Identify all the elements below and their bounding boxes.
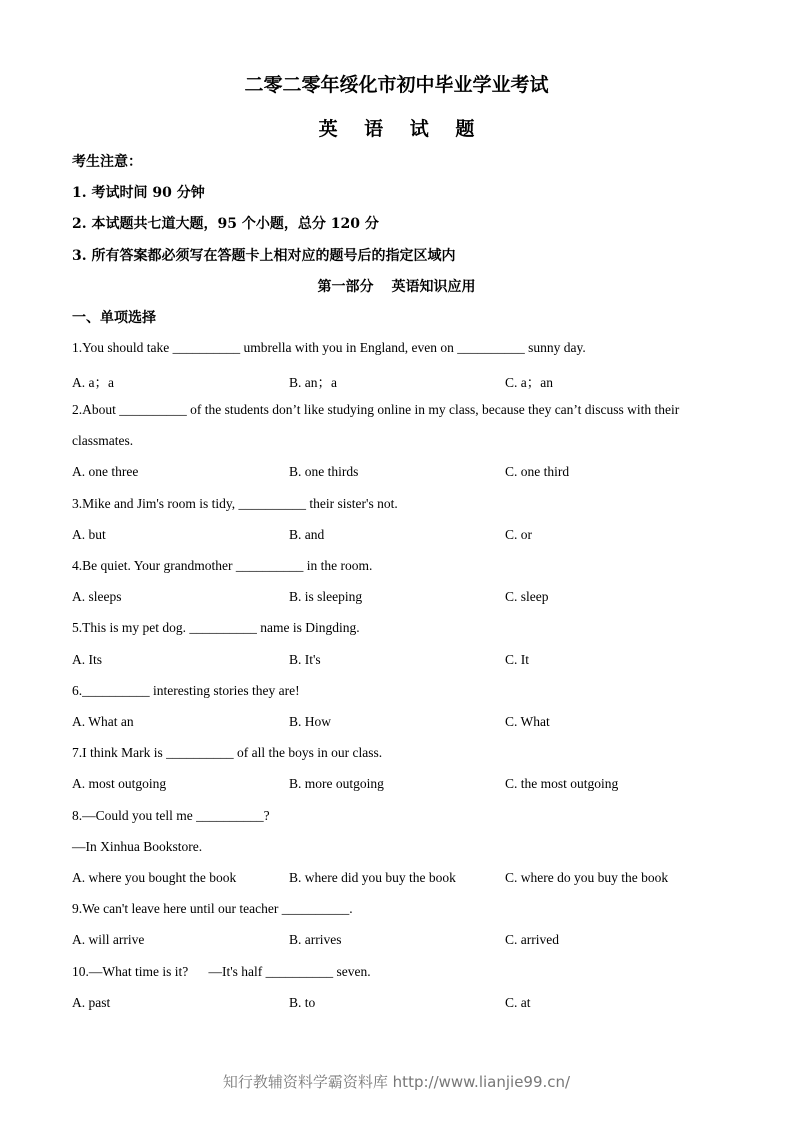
part-title: 英语知识应用 [391, 279, 476, 295]
question-9-option-b: B. arrives [289, 932, 342, 947]
question-4-option-a: A. sleeps [72, 589, 122, 604]
question-7-stem: 7.I think Mark is __________ of all the boys in our class. [72, 745, 383, 760]
question-2-option-b: B. one thirds [289, 464, 359, 479]
question-6-option-a: A. What an [72, 714, 134, 729]
part-heading [0, 276, 793, 296]
question-8-option-a: A. where you bought the book [72, 870, 237, 885]
note-item-3: 3. 所有答案都必须写在答题卡上相对应的题号后的指定区域内 [72, 248, 456, 264]
question-1-option-b: B. an；a [289, 375, 337, 390]
question-8-stem: 8.—Could you tell me __________? [72, 808, 270, 823]
question-7-option-c: C. the most outgoing [505, 776, 619, 791]
exam-subtitle: 英 语 试 题 [318, 118, 485, 140]
question-2-stem-cont: classmates. [72, 433, 134, 448]
exam-title: 二零二零年绥化市初中毕业学业考试 [244, 74, 549, 96]
notes-heading: 考生注意： [72, 154, 142, 170]
question-8-option-c: C. where do you buy the book [505, 870, 669, 885]
question-1-stem: 1.You should take __________ umbrella with you in England, even on __________ sunny day. [72, 340, 586, 355]
note-item-2: 2. 本试题共七道大题，95 个小题，总分 120 分 [72, 216, 379, 232]
question-10-option-b: B. to [289, 995, 316, 1010]
section-title: 一、单项选择 [72, 310, 156, 326]
question-10-option-c: C. at [505, 995, 531, 1010]
question-7-option-b: B. more outgoing [289, 776, 384, 791]
footer-watermark: 知行教辅资料学霸资料库 http://www.lianjie99.cn/ [222, 1073, 571, 1091]
question-4-option-b: B. is sleeping [289, 589, 363, 604]
question-1-option-c: C. a；an [505, 375, 553, 390]
question-2-option-c: C. one third [505, 464, 570, 479]
question-10-option-a: A. past [72, 995, 111, 1010]
question-3-option-a: A. but [72, 527, 106, 542]
question-4-stem: 4.Be quiet. Your grandmother __________ in the room. [72, 558, 373, 573]
question-9-option-c: C. arrived [505, 932, 559, 947]
question-4-option-c: C. sleep [505, 589, 549, 604]
question-3-stem: 3.Mike and Jim's room is tidy, __________ their sister's not. [72, 496, 398, 511]
question-5-option-a: A. Its [72, 652, 102, 667]
question-7-option-a: A. most outgoing [72, 776, 167, 791]
question-5-stem: 5.This is my pet dog. __________ name is Dingding. [72, 620, 360, 635]
question-9-stem: 9.We can't leave here until our teacher __________. [72, 901, 353, 916]
question-10-stem: 10.—What time is it? —It's half __________ seven. [72, 964, 371, 979]
question-8-option-b: B. where did you buy the book [289, 870, 456, 885]
question-3-option-b: B. and [289, 527, 325, 542]
question-8-stem-cont: —In Xinhua Bookstore. [72, 839, 203, 854]
question-3-option-c: C. or [505, 527, 532, 542]
note-item-1: 1. 考试时间 90 分钟 [72, 185, 205, 201]
part-label: 第一部分 [317, 279, 374, 295]
question-1-option-a: A. a；a [72, 375, 114, 390]
question-6-option-b: B. How [289, 714, 332, 729]
question-5-option-c: C. It [505, 652, 530, 667]
question-2-stem: 2.About __________ of the students don’t like studying online in my class, because they can’t discuss with their [72, 402, 680, 417]
question-5-option-b: B. It's [289, 652, 321, 667]
question-6-stem: 6.__________ interesting stories they are! [72, 683, 300, 698]
question-2-option-a: A. one three [72, 464, 139, 479]
question-6-option-c: C. What [505, 714, 550, 729]
question-9-option-a: A. will arrive [72, 932, 145, 947]
